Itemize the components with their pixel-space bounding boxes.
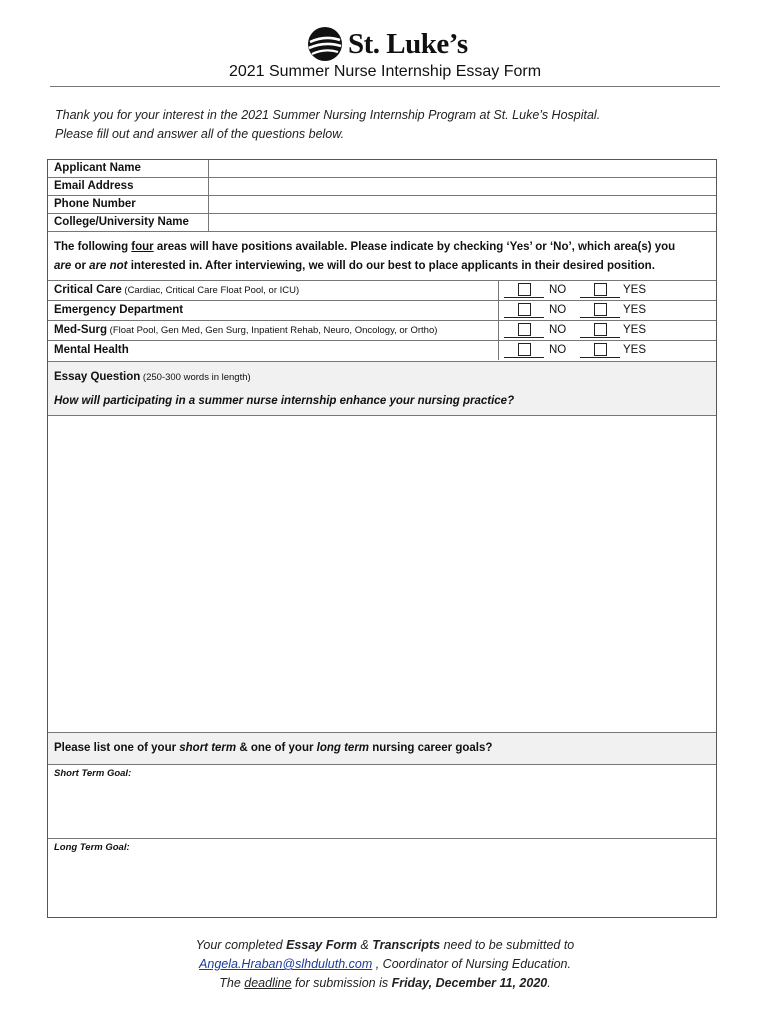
essay-length-note: (250-300 words in length) (140, 372, 251, 383)
no-label: NO (549, 344, 567, 356)
footer-line-3: The deadline for submission is Friday, December 11, 2020. (219, 976, 551, 990)
submission-instructions (85, 936, 685, 993)
no-label: NO (549, 324, 567, 336)
short-term-goal-field[interactable] (48, 782, 716, 837)
coordinator-email-link[interactable]: Angela.Hraban@slhduluth.com (199, 957, 373, 971)
yes-label: YES (623, 284, 647, 296)
st-lukes-emblem-icon (306, 26, 344, 62)
mental-health-no-checkbox[interactable] (504, 343, 544, 358)
area-detail: (Float Pool, Gen Med, Gen Surg, Inpatient Rehab, Neuro, Oncology, or Ortho) (107, 325, 438, 336)
med-surg-no-checkbox[interactable] (504, 323, 544, 338)
med-surg-yes-checkbox[interactable] (580, 323, 620, 338)
long-term-goal-label: Long Term Goal: (54, 842, 130, 853)
email-address-label: Email Address (54, 180, 134, 192)
mental-health-yes-checkbox[interactable] (580, 343, 620, 358)
four-emphasis: four (131, 241, 154, 253)
st-lukes-logo (306, 24, 468, 64)
logo-wordmark: St. Luke’s (348, 27, 468, 60)
deadline-emphasis: deadline (244, 976, 292, 990)
college-name-field[interactable] (208, 214, 716, 231)
applicant-name-field[interactable] (208, 160, 716, 177)
essay-question-heading: Essay Question (250-300 words in length) (54, 371, 251, 383)
area-name: Critical Care (54, 284, 122, 296)
footer-line-2: Angela.Hraban@slhduluth.com , Coordinator of Nursing Education. (199, 957, 571, 971)
no-label: NO (549, 284, 567, 296)
area-name: Emergency Department (54, 304, 184, 316)
phone-number-field[interactable] (208, 196, 716, 213)
intro-line-1: Thank you for your interest in the 2021 Summer Nursing Internship Program at St. Luke’s Hospital. (55, 108, 601, 122)
area-row-emergency-department (48, 300, 716, 320)
are-emphasis: are (54, 260, 72, 272)
yes-label: YES (623, 344, 647, 356)
area-row-mental-health (48, 340, 716, 360)
application-form (47, 159, 717, 918)
title-divider (50, 86, 720, 87)
area-name: Med-Surg (54, 324, 108, 336)
emergency-department-yes-checkbox[interactable] (580, 303, 620, 318)
area-row-critical-care (48, 280, 716, 300)
email-address-row (48, 178, 716, 196)
essay-question-text: How will participating in a summer nurse internship enhance your nursing practice? (54, 395, 515, 407)
college-name-label: College/University Name (54, 216, 189, 228)
area-detail: (Cardiac, Critical Care Float Pool, or ICU) (121, 285, 300, 296)
yes-label: YES (623, 304, 647, 316)
phone-number-label: Phone Number (54, 198, 136, 210)
deadline-date: Friday, December 11, 2020 (391, 976, 548, 990)
are-not-emphasis: are not (89, 260, 128, 272)
area-row-med-surg (48, 320, 716, 340)
form-title: 2021 Summer Nurse Internship Essay Form (228, 63, 542, 80)
critical-care-no-checkbox[interactable] (504, 283, 544, 298)
phone-number-row (48, 196, 716, 214)
yes-label: YES (623, 324, 647, 336)
essay-answer-area[interactable] (48, 416, 716, 732)
short-term-goal-label: Short Term Goal: (54, 768, 132, 779)
intro-text (55, 106, 715, 144)
emergency-department-no-checkbox[interactable] (504, 303, 544, 318)
applicant-name-label: Applicant Name (54, 162, 141, 174)
intro-line-2: Please fill out and answer all of the questions below. (55, 127, 345, 141)
no-label: NO (549, 304, 567, 316)
applicant-name-row (48, 160, 716, 178)
long-term-goal-field[interactable] (48, 856, 716, 916)
college-name-row (48, 214, 716, 232)
footer-line-1: Your completed Essay Form & Transcripts need to be submitted to (195, 938, 575, 952)
critical-care-yes-checkbox[interactable] (580, 283, 620, 298)
areas-instructions: The following four areas will have positions available. Please indicate by checking ‘Yes’ or ‘No’, which area(s) you are or are not interested in. After interviewing, we will do our best to place applicants in their desired position. (54, 241, 676, 272)
area-name: Mental Health (54, 344, 129, 356)
email-address-field[interactable] (208, 178, 716, 195)
career-goals-question: Please list one of your short term & one of your long term nursing career goals? (54, 742, 493, 754)
